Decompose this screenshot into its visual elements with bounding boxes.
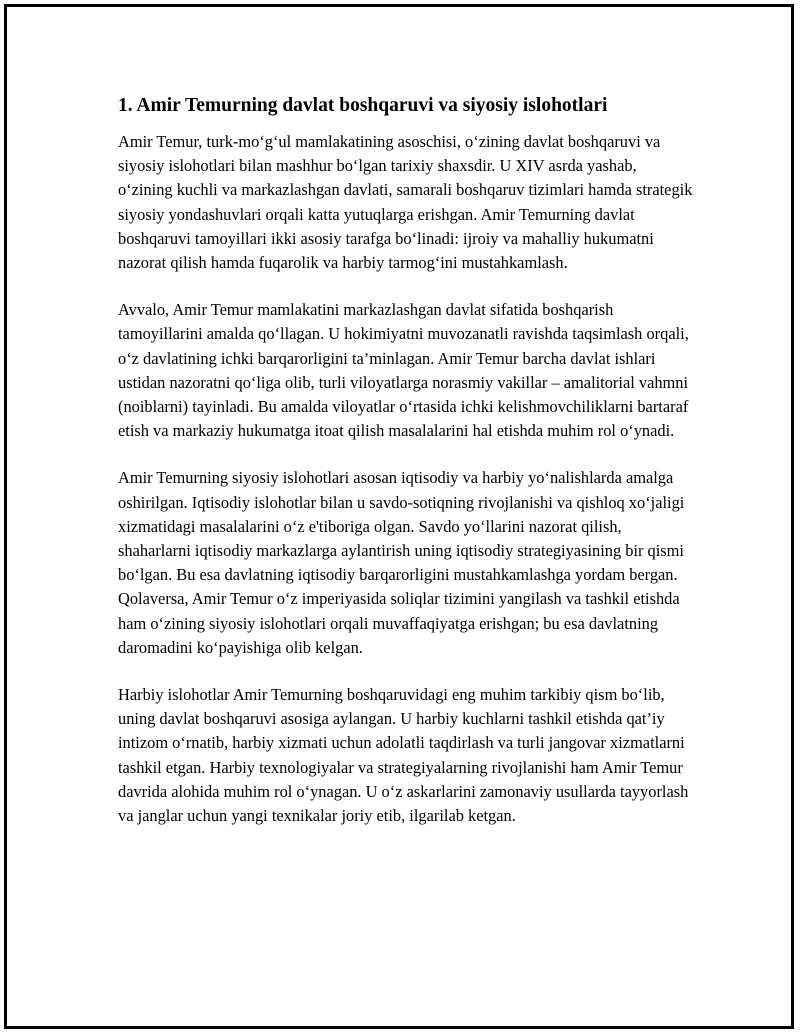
section-heading: 1. Amir Temurning davlat boshqaruvi va siyosiy islohotlari <box>118 95 608 116</box>
paragraph-4: Harbiy islohotlar Amir Temurning boshqaruvidagi eng muhim tarkibiy qism bo‘lib, uning davlat boshqaruvi asosiga aylangan. U harbiy kuchlarni tashkil etishda qat’iy intizom o‘rnatib, harbiy xizmati uchun adolatli taqdirlash va turli jangovar xizmatlarni tashkil etgan. Harbiy texnologiyalar va strategiyalarning rivojlanishi ham Amir Temur davrida alohida muhim rol o‘ynagan. U o‘z askarlarini zamonaviy usullarda tayyorlash va janglar uchun yangi texnikalar joriy etib, ilgarilab ketgan. <box>118 685 689 826</box>
paragraph-2: Avvalo, Amir Temur mamlakatini markazlashgan davlat sifatida boshqarish tamoyillarini amalda qo‘llagan. U hokimiyatni muvozanatli ravishda taqsimlash orqali, o‘z davlatining ichki barqarorligini ta’minlagan. Amir Temur barcha davlat ishlari ustidan nazoratni qo‘liga olib, turli viloyatlarga norasmiy vakillar – amalitorial vahmni (noiblarni) tayinladi. Bu amalda viloyatlar o‘rtasida ichki kelishmovchiliklarni bartaraf etish va markaziy hukumatga itoat qilish masalalarini hal etishda muhim rol o‘ynadi. <box>118 300 689 441</box>
paragraph-1: Amir Temur, turk-mo‘g‘ul mamlakatining asoschisi, o‘zining davlat boshqaruvi va siyosiy islohotlari bilan mashhur bo‘lgan tarixiy shaxsdir. U XIV asrda yashab, o‘zining kuchli va markazlashgan davlati, samarali boshqaruv tizimlari hamda strategik siyosiy yondashuvlari orqali katta yutuqlarga erishgan. Amir Temurning davlat boshqaruvi tamoyillari ikki asosiy tarafga bo‘linadi: ijroiy va mahalliy hukumatni nazorat qilish hamda fuqarolik va harbiy tarmog‘ini mustahkamlash. <box>118 132 693 273</box>
document-body <box>118 92 693 851</box>
paragraph-3: Amir Temurning siyosiy islohotlari asosan iqtisodiy va harbiy yo‘nalishlarda amalga oshirilgan. Iqtisodiy islohotlar bilan u savdo-sotiqning rivojlanishi va qishloq xo‘jaligi xizmatidagi masalalarini o‘z e'tiboriga olgan. Savdo yo‘llarini nazorat qilish, shaharlarni iqtisodiy markazlarga aylantirish uning iqtisodiy strategiyasining bir qismi bo‘lgan. Bu esa davlatning iqtisodiy barqarorligini mustahkamlashga yordam bergan. Qolaversa, Amir Temur o‘z imperiyasida soliqlar tizimini yangilash va tashkil etishda ham o‘zining siyosiy islohotlari orqali muvaffaqiyatga erishgan; bu esa davlatning daromadini ko‘payishiga olib kelgan. <box>118 468 685 657</box>
